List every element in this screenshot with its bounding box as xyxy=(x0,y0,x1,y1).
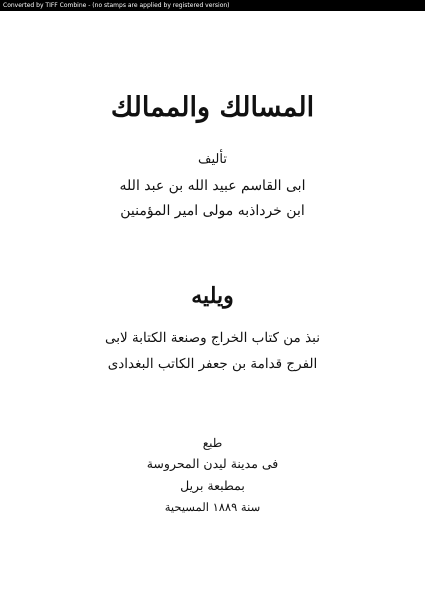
author-line-1: ابى القاسم عبيد الله بن عبد الله xyxy=(119,178,306,194)
printed-label: طبع xyxy=(202,436,223,450)
book-title: المسالك والممالك xyxy=(110,92,315,123)
printed-year: سنة ١٨٨٩ المسيحية xyxy=(164,500,261,514)
followed-by-heading: ويليه xyxy=(191,283,234,309)
converter-banner: Converted by TIFF Combine - (no stamps are applied by registered version) xyxy=(0,0,425,11)
appendix-line-1: نبذ من كتاب الخراج وصنعة الكتابة لابى xyxy=(104,330,320,346)
printed-city: فى مدينة ليدن المحروسة xyxy=(146,456,279,471)
author-line-2: ابن خرداذبه مولى امير المؤمنين xyxy=(120,203,305,219)
printed-press: بمطبعة بريل xyxy=(180,478,245,493)
appendix-line-2: الفرج قدامة بن جعفر الكاتب البغدادى xyxy=(107,356,318,372)
authorship-label: تأليف xyxy=(198,152,227,167)
